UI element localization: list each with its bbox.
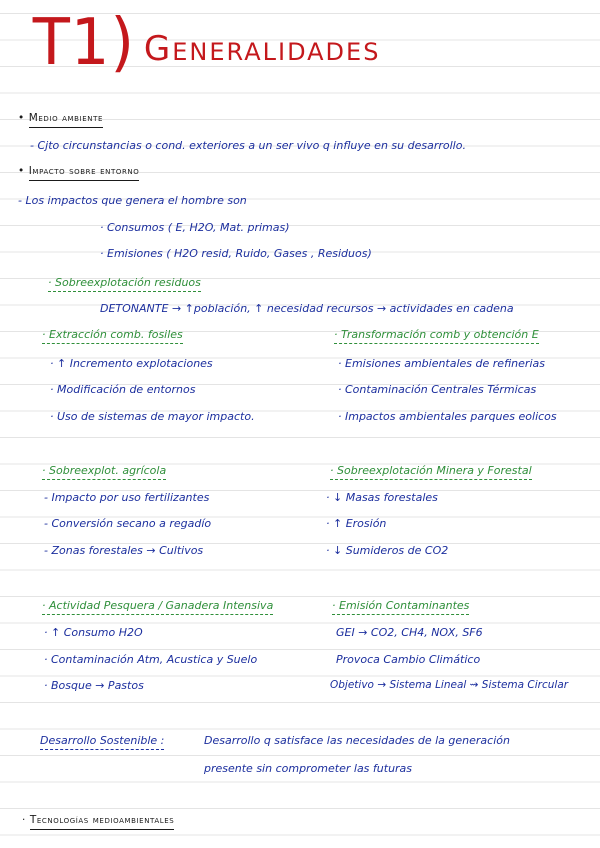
desarrollo-definition-line2: presente sin comprometer las futuras bbox=[204, 762, 413, 775]
pesquera-label: · Actividad Pesquera / Ganadera Intensiva bbox=[42, 599, 273, 612]
extraccion-item: · ↑ Incremento explotaciones bbox=[50, 357, 213, 370]
emision-item: Objetivo → Sistema Lineal ⇝ Sistema Circular bbox=[330, 679, 569, 691]
pesquera-item: · ↑ Consumo H2O bbox=[44, 626, 143, 639]
emision-item: Provoca Cambio Climático bbox=[336, 653, 481, 666]
heading-medio-ambiente: • Medio ambiente bbox=[18, 112, 103, 124]
heading-impacto-entorno: • Impacto sobre entorno bbox=[18, 165, 139, 177]
minera-label: · Sobreexplotación Minera y Forestal bbox=[330, 464, 532, 477]
minera-item: · ↓ Masas forestales bbox=[326, 491, 438, 504]
extraccion-item: · Modificación de entornos bbox=[50, 383, 196, 396]
pesquera-item: · Bosque → Pastos bbox=[44, 679, 144, 692]
sobreexplotacion-residuos-label: · Sobreexplotación residuos bbox=[48, 276, 201, 289]
page-title bbox=[30, 6, 380, 80]
minera-item: · ↑ Erosión bbox=[326, 517, 387, 530]
agricola-label: · Sobreexplot. agrícola bbox=[42, 464, 166, 477]
impacto-emisiones: · Emisiones ( H2O resid, Ruido, Gases , Residuos) bbox=[100, 247, 372, 260]
transformacion-label: · Transformación comb y obtención E bbox=[334, 328, 539, 341]
agricola-item: - Conversión secano a regadío bbox=[44, 517, 212, 530]
transformacion-item: · Impactos ambientales parques eolicos bbox=[338, 410, 557, 423]
impacto-intro: - Los impactos que genera el hombre son bbox=[18, 194, 247, 207]
agricola-item: - Zonas forestales → Cultivos bbox=[44, 544, 204, 557]
emision-item: GEI → CO2, CH4, NOX, SF6 bbox=[336, 626, 483, 639]
title-word: Generalidades bbox=[143, 29, 381, 69]
title-number: T1) bbox=[32, 6, 136, 80]
heading-tecnologias: · Tecnologías medioambientales bbox=[22, 814, 174, 826]
detonante-line: DETONANTE → ↑población, ↑ necesidad recursos → actividades en cadena bbox=[100, 302, 514, 315]
extraccion-item: · Uso de sistemas de mayor impacto. bbox=[50, 410, 255, 423]
extraccion-label: · Extracción comb. fosiles bbox=[42, 328, 183, 341]
emision-label: · Emisión Contaminantes bbox=[332, 599, 469, 612]
desarrollo-sostenible-label: Desarrollo Sostenible : bbox=[40, 734, 164, 747]
desarrollo-definition-line1: Desarrollo q satisface las necesidades de la generación bbox=[204, 734, 510, 747]
minera-item: · ↓ Sumideros de CO2 bbox=[326, 544, 449, 557]
transformacion-item: · Contaminación Centrales Térmicas bbox=[338, 383, 537, 396]
agricola-item: - Impacto por uso fertilizantes bbox=[44, 491, 210, 504]
pesquera-item: · Contaminación Atm, Acustica y Suelo bbox=[44, 653, 258, 666]
impacto-consumos: · Consumos ( E, H2O, Mat. primas) bbox=[100, 221, 290, 234]
medio-ambiente-definition: - Cjto circunstancias o cond. exteriores a un ser vivo q influye en su desarrollo. bbox=[30, 139, 466, 152]
transformacion-item: · Emisiones ambientales de refinerias bbox=[338, 357, 545, 370]
